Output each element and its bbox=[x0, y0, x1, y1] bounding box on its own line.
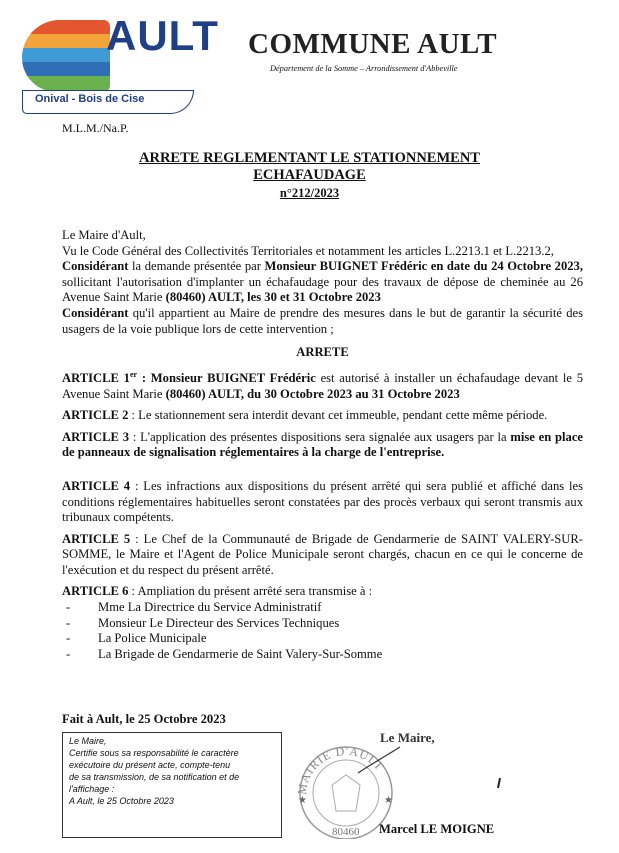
logo-name: AULT bbox=[106, 12, 219, 59]
signature-mark bbox=[497, 778, 501, 788]
vu-paragraph: Vu le Code Général des Collectivités Territoriales et notamment les articles L.2213.1 et L.2213.2, bbox=[62, 243, 554, 258]
cert-line: Le Maire, bbox=[69, 736, 107, 746]
seal-code: 80460 bbox=[332, 826, 360, 838]
svg-text:★: ★ bbox=[298, 795, 307, 806]
seal-text: MAIRIE D'AULT bbox=[294, 743, 387, 796]
logo-tagline: Onival - Bois de Cise bbox=[35, 93, 145, 105]
cert-line: A Ault, le 25 Octobre 2023 bbox=[69, 796, 174, 806]
list-item: - Monsieur Le Directeur des Services Techniques bbox=[62, 616, 583, 632]
considerant-1: Considérant la demande présentée par Monsieur BUIGNET Frédéric en date du 24 Octobre 2023, sollicitant l'autorisation d'implanter un échafaudage pour des travaux de dépose de cheminée au 26 Avenue Saint Marie (80460) AULT, les 30 et 31 Octobre 2023 bbox=[62, 259, 583, 305]
considerant-2: Considérant qu'il appartient au Maire de prendre des mesures dans le but de garantir la sécurité des usagers de la voie publique lors de cette intervention ; bbox=[62, 305, 583, 336]
reference: M.L.M./Na.P. bbox=[62, 121, 129, 135]
cert-line: exécutoire du présent acte, compte-tenu bbox=[69, 760, 231, 770]
commune-logo bbox=[22, 12, 219, 106]
decree-title-line2: ECHAFAUDAGE bbox=[253, 167, 366, 183]
signatory-name: Marcel LE MOIGNE bbox=[379, 822, 495, 836]
cert-line: Certifie sous sa responsabilité le caractère bbox=[69, 748, 239, 758]
decree-body bbox=[62, 228, 583, 662]
list-item: - La Police Municipale bbox=[62, 631, 583, 647]
article-3: ARTICLE 3 : L'application des présentes dispositions sera signalée aux usagers par la mise en place de panneaux de signalisation réglementaires à la charge de l'entreprise. bbox=[62, 429, 584, 460]
department-line: Département de la Somme – Arrondissement d'Abbeville bbox=[270, 64, 458, 73]
commune-title: COMMUNE AULT bbox=[248, 28, 498, 60]
fait-a-line: Fait à Ault, le 25 Octobre 2023 bbox=[62, 712, 226, 726]
article-2: ARTICLE 2 : Le stationnement sera interdit devant cet immeuble, pendant cette même période. bbox=[62, 408, 548, 423]
cert-line: de sa transmission, de sa notification et de bbox=[69, 772, 240, 782]
list-item: - Mme La Directrice du Service Administratif bbox=[62, 600, 583, 616]
svg-text:★: ★ bbox=[384, 795, 393, 806]
article-1: ARTICLE 1er : Monsieur BUIGNET Frédéric est autorisé à installer un échafaudage devant le 5 Avenue Saint Marie (80460) AULT, du 30 Octobre 2023 au 31 Octobre 2023 bbox=[62, 369, 583, 401]
cert-line: l'affichage : bbox=[69, 784, 115, 794]
arrete-heading: ARRETE bbox=[296, 345, 349, 360]
svg-text:MAIRIE D'AULT bbox=[295, 744, 387, 796]
decree-number: n°212/2023 bbox=[279, 186, 340, 200]
maire-line: Le Maire d'Ault, bbox=[62, 228, 146, 242]
certification-box bbox=[62, 732, 282, 838]
decree-title-line1: ARRETE REGLEMENTANT LE STATIONNEMENT bbox=[139, 150, 480, 166]
logo-ribbon bbox=[22, 90, 194, 114]
article-4: ARTICLE 4 : Les infractions aux dispositions du présent arrêté qui sera publié et affiché dans les conditions réglementaires habituelles seront constatées par des procès verbaux qui seront transmis aux tribunaux compétents. bbox=[62, 478, 584, 525]
article-6: ARTICLE 6 : Ampliation du présent arrêté sera transmise à : bbox=[62, 584, 373, 599]
logo-stripes bbox=[22, 20, 110, 92]
signatory-title: Le Maire, bbox=[380, 730, 435, 745]
distribution-list bbox=[62, 600, 583, 662]
article-5: ARTICLE 5 : Le Chef de la Communauté de Brigade de Gendarmerie de SAINT VALERY-SUR-SOMME, le Maire et l'Agent de Police Municipale seront chargés, chacun en ce qui le concerne de l'exécution et du respect du présent arrêté. bbox=[62, 531, 583, 577]
list-item: - La Brigade de Gendarmerie de Saint Valery-Sur-Somme bbox=[62, 647, 583, 663]
